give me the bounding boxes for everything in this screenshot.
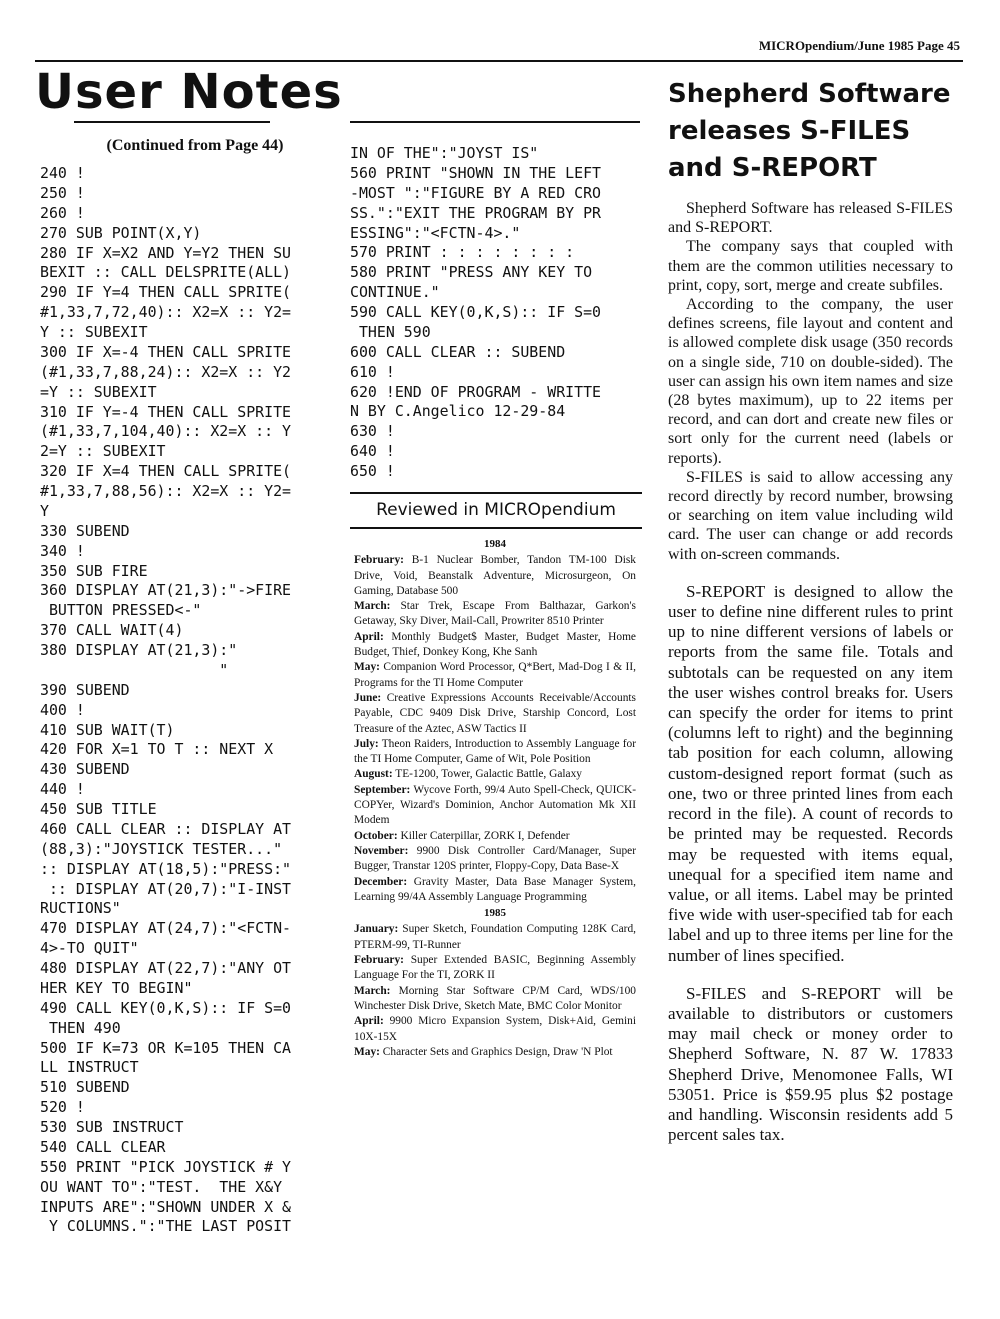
review-month: January: <box>354 923 399 936</box>
code-line: 410 SUB WAIT(T) <box>40 720 175 739</box>
code-line: 630 ! <box>350 422 395 441</box>
review-titles: Monthly Budget$ Master, Budget Master, Home Budget, Thief, Donkey Kong, Khe Sanh <box>354 630 636 659</box>
article-paragraph: S-REPORT is designed to allow the user to define nine different rules to print up to nine different versions of labels or reports from the same file. Totals and subtotals can be requested on any item the user wishes control breaks for. Users can specify the order for items to print (columns left to right) and the beginning tab position for each column, allowing custom-designed report format (such as one, two or three printed lines from each record in the file). A count of records to be printed may be requested. Records may be requested with items equal, unequal for a specified item name and value, or all items. Label may be printed five wide with user-specified tab for each label and up to three items per line for the number of lines specified. <box>668 581 953 965</box>
code-line: 450 SUB TITLE <box>40 800 157 818</box>
code-line: 550 PRINT "PICK JOYSTICK # Y <box>40 1157 292 1176</box>
review-titles: Morning Star Software CP/M Card, WDS/100 Winchester Disk Drive, Sketch Mate, BMC Color Monitor <box>354 984 636 1012</box>
review-titles: Super Extended BASIC, Beginning Assembly Language For the TI, ZORK II <box>354 954 636 982</box>
review-titles: Creative Expressions Accounts Receivable/Accounts Payable, CDC 9409 Disk Drive, Starship Concord, Lost Treasure of the Aztec, ASW Tactics II <box>354 691 636 735</box>
continued-note: (Continued from Page 44) <box>106 137 284 154</box>
code-line: 400 ! <box>40 700 85 719</box>
review-entry <box>354 922 636 953</box>
review-titles: B-1 Nuclear Bomber, Tandon TM-100 Disk Drive, Void, Beanstalk Adventure, Microsurgeon, On Gaming, Database 500 <box>354 554 636 597</box>
review-month: November: <box>354 844 409 857</box>
code-line: (#1,33,7,104,40):: X2=X :: Y <box>40 422 292 441</box>
section-rule-right <box>350 121 640 123</box>
code-line: 440 ! <box>40 780 85 799</box>
review-entry <box>354 553 636 599</box>
code-line: 370 CALL WAIT(4) <box>40 621 184 640</box>
review-entry <box>354 984 636 1015</box>
code-line: 540 CALL CLEAR <box>40 1137 166 1156</box>
review-month: October: <box>354 829 398 842</box>
code-line: 310 IF Y=-4 THEN CALL SPRITE <box>40 402 292 421</box>
reviewed-title: Reviewed in MICROpendium <box>376 500 616 520</box>
code-line: 530 SUB INSTRUCT <box>40 1118 184 1136</box>
review-entry <box>354 829 636 844</box>
article-paragraph: S-FILES is said to allow accessing any record directly by record number, browsing or searching on item value including wild card. The user can change or add records with on-screen commands. <box>668 468 953 563</box>
review-month: February: <box>354 954 404 967</box>
code-line: -MOST ":"FIGURE BY A RED CRO <box>350 183 602 202</box>
review-month: April: <box>354 630 384 643</box>
code-line: Y <box>40 501 49 520</box>
code-line: 520 ! <box>40 1098 85 1117</box>
code-line: THEN 490 <box>40 1018 121 1037</box>
running-head: MICROpendium/June 1985 Page 45 <box>758 38 960 53</box>
code-line: 290 IF Y=4 THEN CALL SPRITE( <box>40 283 292 302</box>
code-line: Y COLUMNS.":"THE LAST POSIT <box>40 1217 292 1236</box>
code-line: 2=Y :: SUBEXIT <box>40 442 166 461</box>
code-line: :: DISPLAY AT(20,7):"I-INST <box>40 879 292 898</box>
code-line: 430 SUBEND <box>40 760 130 779</box>
review-year: 1985 <box>484 907 506 920</box>
review-titles: Companion Word Processor, Q*Bert, Mad-Dog I & II, Programs for the TI Home Computer <box>354 661 636 689</box>
review-entry <box>354 630 636 661</box>
code-line: ESSING":"<FCTN-4>." <box>350 223 521 242</box>
review-titles: Gravity Master, Data Base Manager System, Learning 99/4A Assembly Language Programming <box>354 875 636 903</box>
code-line: 580 PRINT "PRESS ANY KEY TO <box>350 263 593 282</box>
code-line: 350 SUB FIRE <box>40 561 148 580</box>
code-line: 300 IF X=-4 THEN CALL SPRITE <box>40 342 292 361</box>
review-entry <box>354 875 636 906</box>
code-line: 500 IF K=73 OR K=105 THEN CA <box>40 1038 292 1057</box>
review-month: August: <box>354 768 393 781</box>
code-line: 390 SUBEND <box>40 680 130 699</box>
review-entry <box>354 844 636 875</box>
review-month: July: <box>354 737 379 750</box>
article-paragraph: According to the company, the user defines screens, file layout and content and is allowed complete disk usage (350 records on a single side, 710 on double-sided). The user can assign his own item names and size (28 bytes maximum), up to 22 items per record, and can dort and create new files or sort only for the current need (labels or reports). <box>668 296 953 467</box>
review-year: 1984 <box>484 538 506 550</box>
article-column <box>668 76 953 1145</box>
code-line: 360 DISPLAY AT(21,3):"->FIRE <box>40 581 292 600</box>
code-line: 480 DISPLAY AT(22,7):"ANY OT <box>40 959 292 977</box>
code-line: 510 SUBEND <box>40 1078 130 1097</box>
review-month: December: <box>354 875 408 888</box>
review-month: September: <box>354 783 411 796</box>
review-entry <box>354 953 636 984</box>
review-entry <box>354 767 636 782</box>
article-paragraph: The company says that coupled with them are the common utilities necessary to print, copy, sort, merge and create subfiles. <box>668 238 953 294</box>
review-titles: 9900 Disk Controller Card/Manager, Super Bugger, Transtar 120S printer, Floppy-Copy, Data Base-X <box>354 844 636 873</box>
review-entry <box>354 1045 636 1060</box>
review-month: May: <box>354 1045 380 1058</box>
review-titles: Super Sketch, Foundation Computing 128K Card, PTERM-99, TI-Runner <box>354 923 636 951</box>
code-line: OU WANT TO":"TEST. THE X&Y <box>40 1177 283 1196</box>
article-paragraph: S-FILES and S-REPORT will be available to distributors or customers may mail check or money order to Shepherd Software, N. 87 W. 17833 Shepherd Drive, Menomonee Falls, WI 53051. Price is $59.95 plus $2 postage and handling. Wisconsin residents add 5 percent sales tax. <box>668 983 953 1145</box>
review-titles: Theon Raiders, Introduction to Assembly Language for the TI Home Computer, Game of Wit, Pole Position <box>354 737 636 766</box>
code-line: 240 ! <box>40 164 85 182</box>
code-line: 380 DISPLAY AT(21,3):" <box>40 641 238 659</box>
code-line: 640 ! <box>350 442 395 461</box>
code-line: 470 DISPLAY AT(24,7):"<FCTN- <box>40 919 292 938</box>
code-line: SS.":"EXIT THE PROGRAM BY PR <box>350 203 602 222</box>
review-entry <box>354 1014 636 1045</box>
review-month: March: <box>354 984 391 997</box>
review-titles: Character Sets and Graphics Design, Draw 'N Plot <box>379 1045 613 1058</box>
review-titles: TE-1200, Tower, Galactic Battle, Galaxy <box>392 768 582 781</box>
code-line: =Y :: SUBEXIT <box>40 382 157 401</box>
program-listing-column-1 <box>40 136 340 1237</box>
code-line: #1,33,7,72,40):: X2=X :: Y2= <box>40 303 292 322</box>
review-titles: 9900 Micro Expansion System, Disk+Aid, Gemini 10X-15X <box>354 1015 636 1043</box>
review-entry <box>354 783 636 829</box>
review-entry <box>354 737 636 768</box>
review-entry <box>354 660 636 691</box>
code-line: 600 CALL CLEAR :: SUBEND <box>350 342 566 361</box>
review-entry <box>354 691 636 737</box>
program-listing-column-2 <box>350 144 640 482</box>
code-line: 250 ! <box>40 183 85 202</box>
review-titles: Wycove Forth, 99/4 Auto Spell-Check, QUICK-COPYer, Wizard's Dominion, Anchor Automation Mk XII Modem <box>354 783 636 827</box>
code-line: BUTTON PRESSED<-" <box>40 601 202 620</box>
article-title: Shepherd Software releases S-FILES and S-REPORT <box>668 79 951 183</box>
section-title: User Notes <box>35 64 343 120</box>
code-line: 490 CALL KEY(0,K,S):: IF S=0 <box>40 998 292 1017</box>
code-line: N BY C.Angelico 12-29-84 <box>350 402 566 421</box>
section-rule-left <box>74 121 270 123</box>
review-titles: Killer Caterpillar, ZORK I, Defender <box>397 829 570 842</box>
code-line: 330 SUBEND <box>40 521 130 540</box>
code-line: 570 PRINT : : : : : : : : <box>350 243 575 262</box>
code-line: 620 !END OF PROGRAM - WRITTE <box>350 382 602 401</box>
code-line: (#1,33,7,88,24):: X2=X :: Y2 <box>40 362 292 381</box>
code-line: 320 IF X=4 THEN CALL SPRITE( <box>40 462 292 481</box>
code-line: THEN 590 <box>350 322 431 341</box>
code-line: 4>-TO QUIT" <box>40 939 139 958</box>
code-line: 340 ! <box>40 541 85 560</box>
review-month: May: <box>354 661 380 674</box>
code-line: IN OF THE":"JOYST IS" <box>350 144 539 162</box>
review-titles: Star Trek, Escape From Balthazar, Garkon's Getaway, Sky Diver, Mail-Call, Prowriter 8510 Printer <box>354 600 636 628</box>
code-line: (88,3):"JOYSTICK TESTER..." <box>40 839 283 858</box>
code-line: 280 IF X=X2 AND Y=Y2 THEN SU <box>40 243 292 262</box>
article-paragraph: Shepherd Software has released S-FILES and S-REPORT. <box>668 200 953 237</box>
code-line: 650 ! <box>350 462 395 480</box>
code-line: #1,33,7,88,56):: X2=X :: Y2= <box>40 482 292 500</box>
code-line: RUCTIONS" <box>40 899 121 918</box>
review-month: February: <box>354 554 404 567</box>
code-line: HER KEY TO BEGIN" <box>40 978 193 997</box>
reviewed-list <box>354 536 636 1060</box>
code-line: 610 ! <box>350 362 395 381</box>
code-line: :: DISPLAY AT(18,5):"PRESS:" <box>40 859 292 878</box>
code-block-2 <box>350 144 640 482</box>
code-line: INPUTS ARE":"SHOWN UNDER X & <box>40 1197 292 1216</box>
code-line: 270 SUB POINT(X,Y) <box>40 223 202 242</box>
reviewed-rule-top <box>350 492 642 494</box>
code-block-1 <box>40 164 340 1237</box>
code-line: 560 PRINT "SHOWN IN THE LEFT <box>350 163 602 182</box>
code-line: " <box>40 660 229 679</box>
code-line: 460 CALL CLEAR :: DISPLAY AT <box>40 819 292 838</box>
code-line: 590 CALL KEY(0,K,S):: IF S=0 <box>350 303 602 321</box>
code-line: LL INSTRUCT <box>40 1058 139 1077</box>
reviewed-rule-bottom <box>350 527 642 529</box>
code-line: CONTINUE." <box>350 283 440 302</box>
review-month: April: <box>354 1015 384 1028</box>
code-line: Y :: SUBEXIT <box>40 323 148 341</box>
code-line: 260 ! <box>40 203 85 222</box>
review-month: June: <box>354 691 382 704</box>
review-month: March: <box>354 600 391 613</box>
review-entry <box>354 599 636 630</box>
code-line: 420 FOR X=1 TO T :: NEXT X <box>40 740 274 759</box>
code-line: BEXIT :: CALL DELSPRITE(ALL) <box>40 263 292 282</box>
